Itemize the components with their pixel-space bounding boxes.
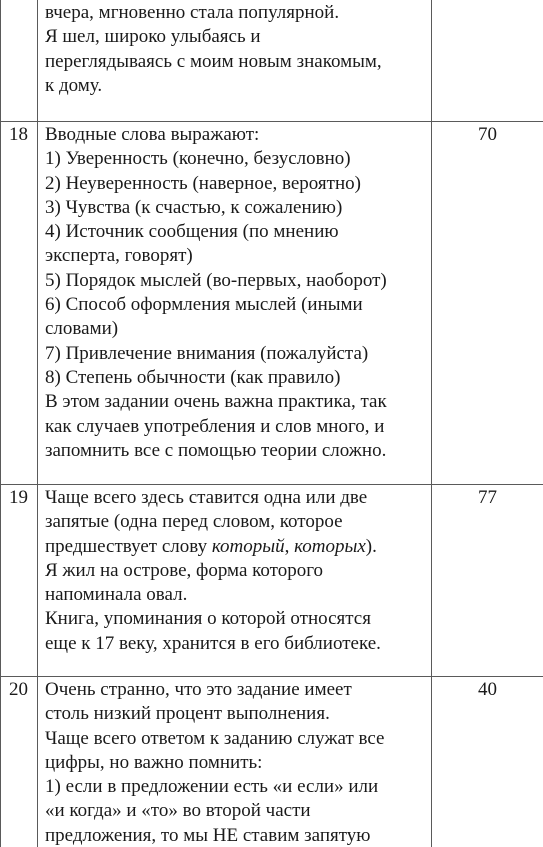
task-number: 18 — [9, 124, 28, 145]
text-line: 6) Способ оформления мыслей (иными — [45, 294, 363, 316]
text-line: еще к 17 веку, хранится в его библиотеке. — [45, 632, 381, 654]
table-row — [0, 485, 543, 677]
text-line: 1) Уверенность (конечно, безусловно) — [45, 148, 351, 170]
table-row — [0, 677, 543, 847]
table-border — [37, 0, 38, 121]
text-line: запятые (одна перед словом, которое — [45, 511, 343, 533]
completion-percent: 40 — [478, 679, 497, 700]
completion-percent: 70 — [478, 124, 497, 145]
text-line: столь низкий процент выполнения. — [45, 703, 330, 725]
task-number: 19 — [9, 487, 28, 508]
text-line: 1) если в предложении есть «и если» или — [45, 776, 379, 798]
italic-word: которых — [294, 535, 366, 557]
task-description — [45, 1, 427, 98]
text-fragment: предшествует слову — [45, 535, 212, 557]
text-line: цифры, но важно помнить: — [45, 751, 263, 773]
text-line: 7) Привлечение внимания (пожалуйста) — [45, 342, 369, 364]
table-border — [0, 485, 1, 676]
text-line: словами) — [45, 318, 119, 340]
text-line: 5) Порядок мыслей (во-первых, наоборот) — [45, 269, 387, 291]
text-line: 2) Неуверенность (наверное, вероятно) — [45, 172, 361, 194]
table-row — [0, 122, 543, 485]
table-border — [431, 677, 432, 847]
text-line: Я жил на острове, форма которого — [45, 559, 324, 581]
table-border — [431, 0, 432, 121]
table-border — [37, 122, 38, 484]
task-number: 20 — [9, 679, 28, 700]
table-border — [37, 485, 38, 676]
text-line: как случаев употребления и слов много, и — [45, 415, 385, 437]
text-line: 3) Чувства (к счастью, к сожалению) — [45, 196, 343, 218]
text-line — [45, 535, 427, 559]
text-line: 4) Источник сообщения (по мнению — [45, 221, 339, 243]
task-description — [45, 678, 427, 847]
table-border — [0, 677, 1, 847]
text-fragment: , — [284, 535, 295, 557]
text-line: Чаще всего здесь ставится одна или две — [45, 487, 368, 508]
text-line: Чаще всего ответом к заданию служат все — [45, 727, 385, 749]
text-line: Книга, упоминания о которой относятся — [45, 608, 371, 630]
text-line: к дому. — [45, 74, 103, 96]
text-line: Вводные слова выражают: — [45, 124, 260, 145]
table-border — [0, 0, 1, 121]
text-line: переглядываясь с моим новым знакомым, — [45, 50, 382, 72]
task-description — [45, 486, 427, 656]
text-line: эксперта, говорят) — [45, 245, 193, 267]
text-fragment: ). — [365, 535, 377, 557]
italic-word: который — [211, 535, 285, 557]
table-border — [431, 122, 432, 484]
text-line: Я шел, широко улыбаясь и — [45, 26, 261, 48]
text-line: Очень странно, что это задание имеет — [45, 679, 352, 700]
task-description — [45, 123, 427, 463]
table-border — [431, 485, 432, 676]
text-line: «и когда» и «то» во второй части — [45, 800, 311, 822]
text-line: напоминала овал. — [45, 584, 188, 606]
completion-percent: 77 — [478, 487, 497, 508]
table-border — [37, 677, 38, 847]
text-line: запомнить все с помощью теории сложно. — [45, 439, 387, 461]
table-row — [0, 0, 543, 122]
text-line: предложения, то мы НЕ ставим запятую — [45, 824, 371, 846]
text-line: вчера, мгновенно стала популярной. — [45, 2, 340, 23]
table-border — [0, 122, 1, 484]
text-line: 8) Степень обычности (как правило) — [45, 366, 341, 388]
text-line: В этом задании очень важна практика, так — [45, 391, 387, 413]
